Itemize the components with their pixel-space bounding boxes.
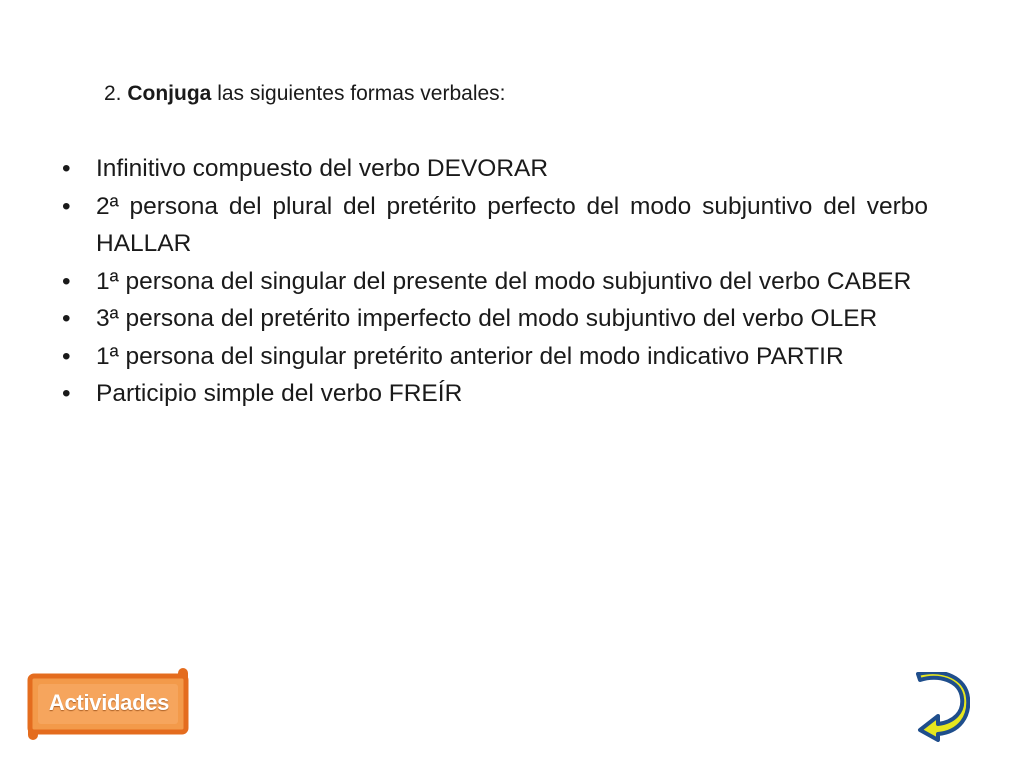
instruction-verb: Conjuga — [127, 82, 212, 105]
list-item — [62, 338, 928, 376]
list-item — [62, 150, 928, 188]
bullet-icon: • — [62, 155, 71, 182]
list-item-text: 1ª persona del singular del presente del modo subjuntivo del verbo CABER — [96, 267, 912, 295]
curved-arrow-icon — [914, 672, 970, 742]
list-item — [62, 188, 928, 263]
list-item — [62, 375, 928, 413]
bullet-icon: • — [62, 305, 71, 332]
bullet-icon: • — [62, 267, 71, 295]
next-arrow-button[interactable] — [914, 672, 970, 742]
instruction-text: las siguientes formas verbales: — [217, 82, 506, 105]
list-item-text: Participio simple del verbo FREÍR — [96, 380, 463, 407]
list-item-text: 3ª persona del pretérito imperfecto del modo subjuntivo del verbo OLER — [96, 305, 878, 332]
bullet-icon: • — [62, 192, 71, 220]
list-item — [62, 300, 928, 338]
list-item-text: Infinitivo compuesto del verbo DEVORAR — [96, 155, 549, 182]
list-item — [62, 263, 928, 301]
verb-forms-list — [62, 150, 928, 413]
exercise-instruction — [104, 80, 506, 108]
list-item-text: 1ª persona del singular pretérito anterior del modo indicativo PARTIR — [96, 342, 844, 370]
exercise-number: 2. — [104, 82, 122, 105]
actividades-button[interactable] — [26, 668, 192, 740]
actividades-label: Actividades — [48, 690, 170, 715]
bullet-icon: • — [62, 380, 71, 407]
list-item-text: 2ª persona del plural del pretérito perfecto del modo subjuntivo del verbo HALLAR — [96, 192, 928, 257]
bullet-icon: • — [62, 342, 71, 370]
